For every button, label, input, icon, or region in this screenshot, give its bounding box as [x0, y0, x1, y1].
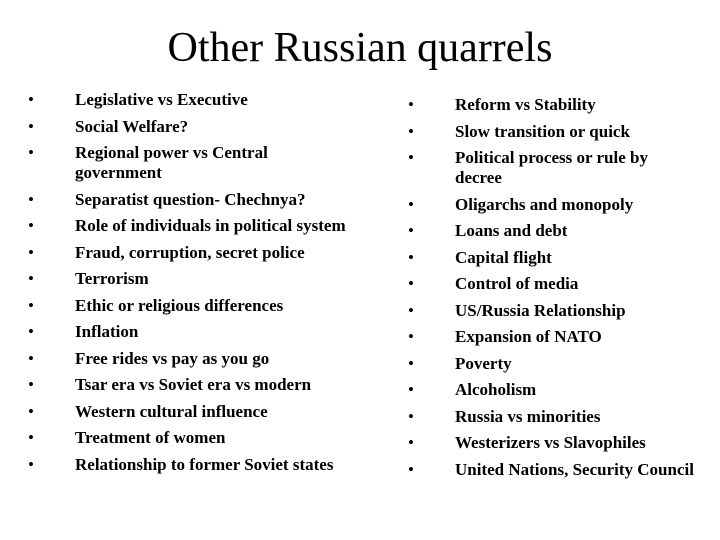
- bullet-icon: •: [28, 269, 34, 288]
- list-item: [408, 221, 698, 241]
- list-item-text: United Nations, Security Council: [455, 459, 694, 479]
- list-item-text: Expansion of NATO: [455, 327, 602, 346]
- list-item-text: Oligarchs and monopoly: [455, 194, 634, 214]
- list-item: [408, 248, 698, 268]
- bullet-icon: •: [408, 300, 414, 320]
- list-item: [28, 322, 408, 342]
- list-item-text: Relationship to former Soviet states: [75, 454, 334, 474]
- bullet-icon: •: [28, 242, 34, 262]
- bullet-icon: •: [408, 95, 414, 114]
- right-bullet-list: [408, 95, 698, 486]
- bullet-icon: •: [408, 274, 414, 293]
- bullet-icon: •: [28, 189, 34, 209]
- list-item: [408, 195, 698, 215]
- bullet-icon: •: [408, 247, 414, 267]
- list-item: [408, 407, 698, 427]
- bullet-icon: •: [28, 375, 34, 394]
- bullet-icon: •: [408, 194, 414, 214]
- list-item-text: Fraud, corruption, secret police: [75, 242, 305, 262]
- bullet-icon: •: [28, 428, 34, 447]
- list-item: [28, 375, 408, 395]
- list-item: [28, 296, 408, 316]
- list-item-text: Western cultural influence: [75, 401, 268, 421]
- list-item-text: Legislative vs Executive: [75, 90, 248, 109]
- list-item-text: Regional power vs Central government: [75, 143, 268, 182]
- bullet-icon: •: [408, 121, 414, 141]
- bullet-icon: •: [28, 116, 34, 136]
- list-item: [408, 460, 698, 480]
- list-item-text: Terrorism: [75, 269, 149, 288]
- list-item: [28, 216, 408, 236]
- list-item-text: Political process or rule by decree: [455, 148, 648, 187]
- list-item-text: Loans and debt: [455, 221, 568, 240]
- list-item: [408, 95, 698, 115]
- bullet-icon: •: [408, 459, 414, 479]
- list-item-text: Ethic or religious differences: [75, 295, 284, 315]
- list-item-text: Capital flight: [455, 247, 552, 267]
- bullet-icon: •: [28, 143, 34, 162]
- bullet-icon: •: [28, 348, 34, 368]
- list-item-text: Tsar era vs Soviet era vs modern: [75, 375, 312, 394]
- list-item: [28, 143, 305, 183]
- list-item-text: US/Russia Relationship: [455, 300, 626, 320]
- list-item: [408, 327, 698, 347]
- list-item: [28, 269, 408, 289]
- list-item: [28, 117, 408, 137]
- list-item: [408, 380, 698, 400]
- bullet-icon: •: [28, 322, 34, 341]
- list-item-text: Slow transition or quick: [455, 121, 630, 141]
- list-item-text: Inflation: [75, 322, 139, 341]
- bullet-icon: •: [408, 433, 414, 452]
- slide-title: Other Russian quarrels: [167, 25, 553, 71]
- bullet-icon: •: [408, 327, 414, 346]
- list-item: [28, 428, 408, 448]
- list-item: [408, 274, 698, 294]
- list-item: [28, 349, 408, 369]
- bullet-icon: •: [28, 454, 34, 474]
- list-item-text: Social Welfare?: [75, 116, 189, 136]
- list-item-text: Role of individuals in political system: [75, 216, 346, 235]
- bullet-icon: •: [408, 406, 414, 426]
- list-item: [28, 455, 408, 475]
- list-item-text: Free rides vs pay as you go: [75, 348, 270, 368]
- bullet-icon: •: [28, 295, 34, 315]
- list-item: [408, 433, 698, 453]
- list-item-text: Separatist question- Chechnya?: [75, 189, 306, 209]
- bullet-icon: •: [408, 148, 414, 167]
- list-item-text: Poverty: [455, 353, 512, 373]
- list-item-text: Westerizers vs Slavophiles: [455, 433, 646, 452]
- list-item-text: Control of media: [455, 274, 579, 293]
- list-item: [408, 301, 698, 321]
- bullet-icon: •: [28, 216, 34, 235]
- list-item: [28, 190, 408, 210]
- bullet-icon: •: [28, 90, 34, 109]
- bullet-icon: •: [28, 401, 34, 421]
- list-item: [408, 354, 698, 374]
- list-item-text: Russia vs minorities: [455, 406, 601, 426]
- list-item: [408, 122, 698, 142]
- left-bullet-list: [28, 90, 408, 481]
- list-item: [28, 243, 408, 263]
- list-item: [28, 90, 408, 110]
- list-item-text: Reform vs Stability: [455, 95, 596, 114]
- bullet-icon: •: [408, 221, 414, 240]
- list-item-text: Alcoholism: [455, 380, 537, 399]
- list-item: [408, 148, 698, 188]
- list-item: [28, 402, 408, 422]
- bullet-icon: •: [408, 380, 414, 399]
- list-item-text: Treatment of women: [75, 428, 226, 447]
- bullet-icon: •: [408, 353, 414, 373]
